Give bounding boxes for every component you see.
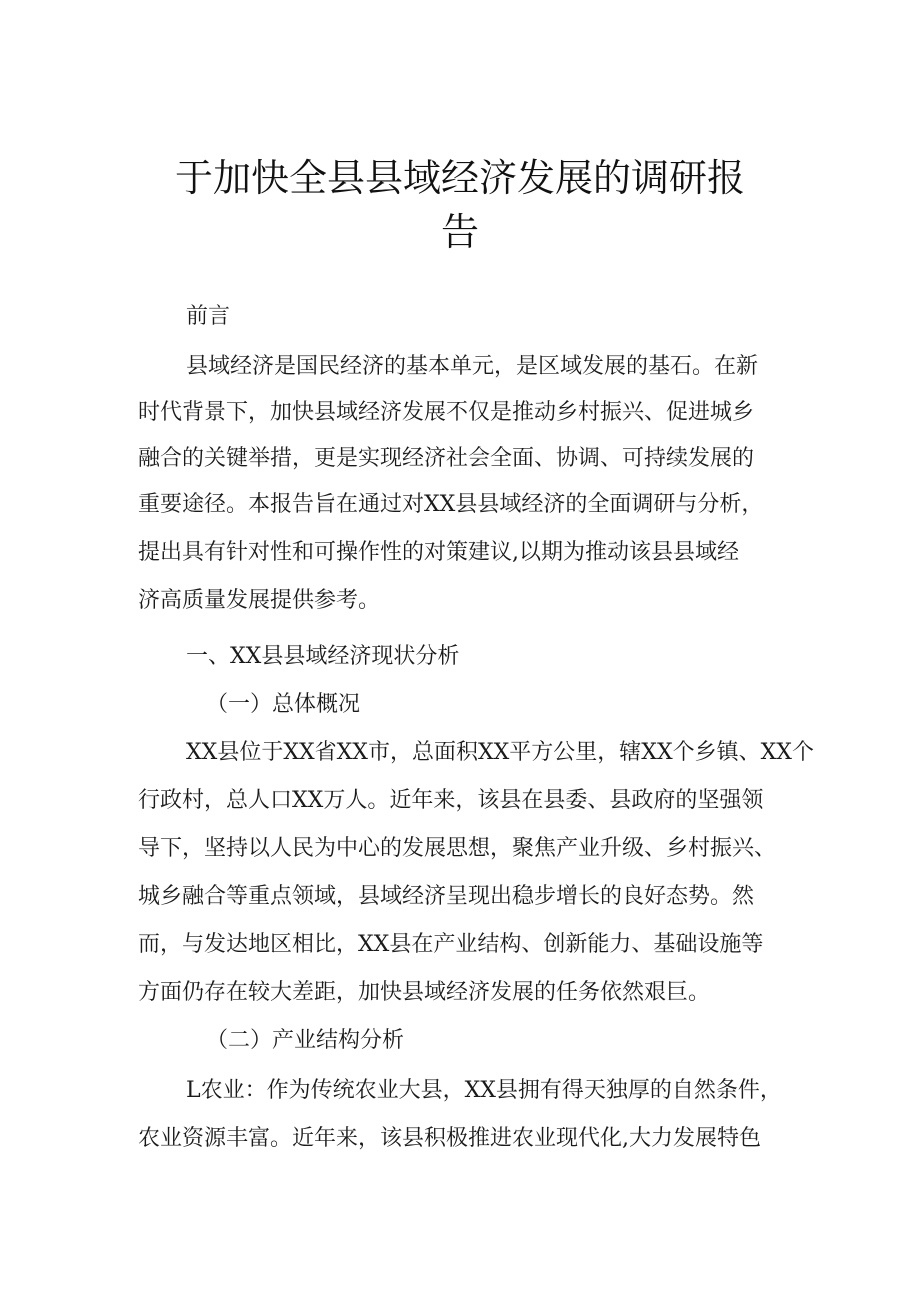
- paragraph-line: 农业资源丰富。近年来，该县积极推进农业现代化,大力发展特色: [138, 1126, 761, 1151]
- paragraph-line: 方面仍存在较大差距，加快县域经济发展的任务依然艰巨。: [138, 980, 711, 1005]
- paragraph-line: 时代背景下，加快县域经济发展不仅是推动乡村振兴、促进城乡: [138, 400, 755, 425]
- section-heading: 一、XX县县域经济现状分析: [186, 644, 460, 669]
- paragraph-line: 而，与发达地区相比，XX县在产业结构、创新能力、基础设施等: [138, 932, 764, 957]
- document-title-line-2: 告: [440, 210, 479, 254]
- paragraph-line: 县域经济是国民经济的基本单元，是区域发展的基石。在新: [186, 354, 759, 379]
- paragraph-line: 城乡融合等重点领域，县域经济呈现出稳步增长的良好态势。然: [138, 884, 755, 909]
- paragraph-line: XX县位于XX省XX市，总面积XX平方公里，辖XX个乡镇、XX个: [186, 740, 814, 765]
- paragraph-line: 重要途径。本报告旨在通过对XX县县域经济的全面调研与分析，: [138, 492, 764, 517]
- paragraph-line: 行政村，总人口XX万人。近年来，该县在县委、县政府的坚强领: [138, 788, 764, 813]
- paragraph-line: L农业：作为传统农业大县，XX县拥有得天独厚的自然条件，: [186, 1078, 782, 1103]
- paragraph-line: 提出具有针对性和可操作性的对策建议,以期为推动该县县域经: [138, 540, 739, 565]
- paragraph-line: 济高质量发展提供参考。: [138, 588, 381, 613]
- document-title-line-1: 于加快全县县域经济发展的调研报: [174, 156, 745, 200]
- paragraph-line: 导下，坚持以人民为中心的发展思想，聚焦产业升级、乡村振兴、: [138, 836, 777, 861]
- subsection-heading: （一）总体概况: [206, 692, 361, 717]
- subsection-heading: （二）产业结构分析: [206, 1028, 405, 1053]
- preface-heading: 前言: [186, 304, 231, 329]
- paragraph-line: 融合的关键举措，更是实现经济社会全面、协调、可持续发展的: [138, 446, 755, 471]
